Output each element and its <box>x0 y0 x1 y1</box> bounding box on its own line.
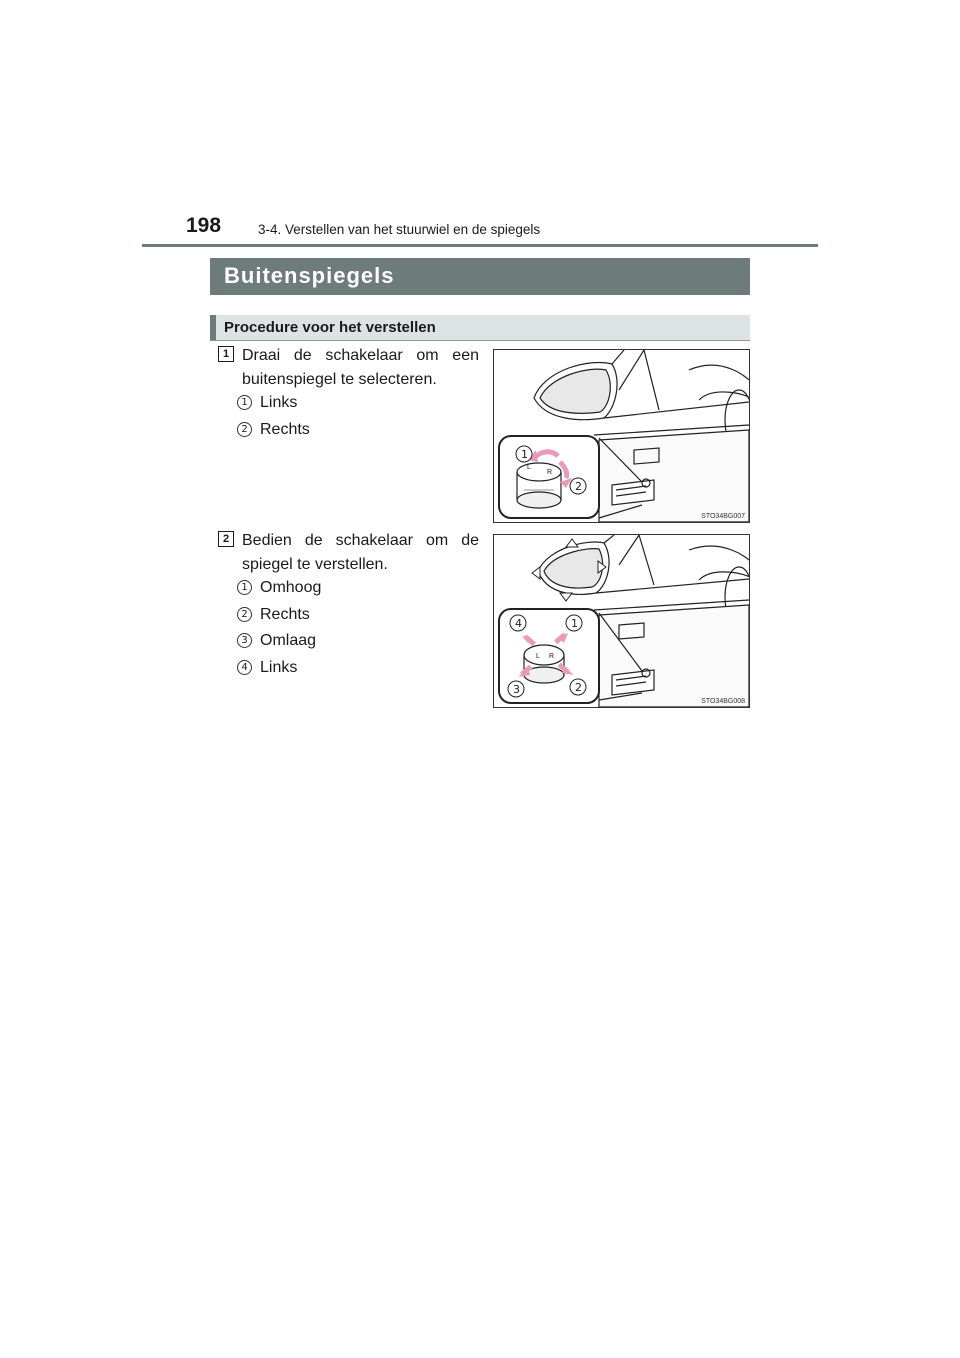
header-rule <box>142 244 818 247</box>
switch-letter-l: L <box>536 653 540 660</box>
subsection-accent <box>210 315 216 340</box>
item-marker: 1 <box>237 395 252 410</box>
page-number: 198 <box>186 214 222 237</box>
chapter-title: 3-4. Verstellen van het stuurwiel en de spiegels <box>258 222 541 237</box>
item-label: Links <box>260 394 298 411</box>
step-1-text: Draai de schakelaar om een buitenspiegel te selecteren. <box>242 347 479 388</box>
item-label: Omhoog <box>260 579 322 596</box>
subsection-title: Procedure voor het verstellen <box>224 319 436 336</box>
callout-2-text: 2 <box>575 480 582 493</box>
mirror-adjust-illustration <box>494 535 749 707</box>
item-marker: 1 <box>237 580 252 595</box>
item-marker: 2 <box>237 607 252 622</box>
callout-1-text: 1 <box>571 617 578 630</box>
callout-4-text: 4 <box>515 617 522 630</box>
step-number-2: 2 <box>218 531 234 547</box>
figure-code: STO34BG008 <box>701 698 745 705</box>
step-2-text: Bedien de schakelaar om de spiegel te verstellen. <box>242 532 479 573</box>
figure-mirror-select <box>493 349 750 523</box>
callout-1-text: 1 <box>521 448 528 461</box>
subsection-bar <box>210 315 750 341</box>
item-marker: 4 <box>237 660 252 675</box>
item-label: Rechts <box>260 421 310 438</box>
mirror-select-illustration <box>494 350 749 522</box>
callout-3-text: 3 <box>513 683 520 696</box>
figure-mirror-adjust <box>493 534 750 708</box>
item-label: Omlaag <box>260 632 317 649</box>
switch-letter-r: R <box>549 653 555 660</box>
callout-2-text: 2 <box>575 681 582 694</box>
item-marker: 2 <box>237 422 252 437</box>
section-title: Buitenspiegels <box>224 263 395 288</box>
item-label: Rechts <box>260 606 310 623</box>
switch-letter-r: R <box>547 469 553 476</box>
item-marker: 3 <box>237 633 252 648</box>
item-label: Links <box>260 659 298 676</box>
figure-code: STO34BG007 <box>701 513 745 520</box>
switch-letter-l: L <box>527 464 531 471</box>
step-number-1: 1 <box>218 346 234 362</box>
section-title-bar <box>210 258 750 295</box>
